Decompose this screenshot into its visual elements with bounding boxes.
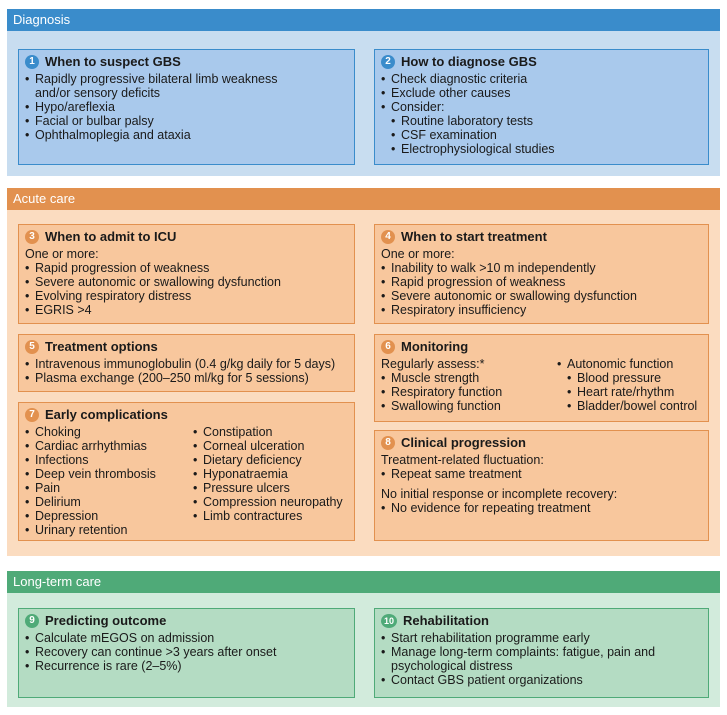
list-item: • Ophthalmoplegia and ataxia (25, 128, 348, 142)
diagnosis-header: Diagnosis (7, 9, 720, 31)
panel-early-complications (18, 402, 355, 541)
list-item: • Plasma exchange (200–250 ml/kg for 5 sessions) (25, 371, 348, 385)
list-item: • Facial or bulbar palsy (25, 114, 348, 128)
diagnosis-section (7, 9, 720, 176)
list-item: • No evidence for repeating treatment (381, 501, 702, 515)
panel-title: When to suspect GBS (45, 54, 181, 69)
list-item: • Muscle strength (381, 371, 557, 385)
panel-title: Clinical progression (401, 435, 526, 450)
intro-text: No initial response or incomplete recovery: (381, 487, 618, 501)
list-item: • Severe autonomic or swallowing dysfunction (381, 289, 702, 303)
list-item: • Severe autonomic or swallowing dysfunction (25, 275, 348, 289)
list-item: • Swallowing function (381, 399, 557, 413)
list-item: • Hyponatraemia (193, 467, 343, 481)
panel-title: Early complications (45, 407, 168, 422)
number-badge: 4 (381, 230, 395, 244)
list-item: • Evolving respiratory distress (25, 289, 348, 303)
list-item: • Manage long-term complaints: fatigue, pain and psychological distress (381, 645, 681, 673)
list-item: • Rapid progression of weakness (381, 275, 702, 289)
list-item: • Check diagnostic criteria (381, 72, 702, 86)
list-item: • Contact GBS patient organizations (381, 673, 702, 687)
list-item: • Intravenous immunoglobulin (0.4 g/kg daily for 5 days) (25, 357, 348, 371)
list-item: • Calculate mEGOS on admission (25, 631, 348, 645)
list-item: • Rapid progression of weakness (25, 261, 348, 275)
list-item: • Constipation (193, 425, 343, 439)
panel-title: How to diagnose GBS (401, 54, 537, 69)
list-item: • Pain (25, 481, 193, 495)
number-badge: 8 (381, 436, 395, 450)
list-item: • Exclude other causes (381, 86, 702, 100)
list-item: • Pressure ulcers (193, 481, 343, 495)
sub-list-item: • CSF examination (381, 128, 702, 142)
acute-care-header: Acute care (7, 188, 720, 210)
list-item: • Infections (25, 453, 193, 467)
panel-treatment-options (18, 334, 355, 392)
sub-list-item: • Bladder/bowel control (557, 399, 697, 413)
list-item: • Depression (25, 509, 193, 523)
list-item: • Respiratory function (381, 385, 557, 399)
panel-predicting-outcome (18, 608, 355, 698)
panel-how-to-diagnose (374, 49, 709, 165)
list-item: • Autonomic function (557, 357, 697, 371)
intro-text: Treatment-related fluctuation: (381, 453, 544, 467)
number-badge: 2 (381, 55, 395, 69)
panel-rehabilitation (374, 608, 709, 698)
sub-list-item: • Heart rate/rhythm (557, 385, 697, 399)
list-item: • Deep vein thrombosis (25, 467, 193, 481)
panel-admit-icu (18, 224, 355, 324)
panel-start-treatment (374, 224, 709, 324)
list-item: • Urinary retention (25, 523, 193, 537)
list-item: • Delirium (25, 495, 193, 509)
panel-title: Monitoring (401, 339, 469, 354)
list-item: • Inability to walk >10 m independently (381, 261, 702, 275)
list-item: • Respiratory insufficiency (381, 303, 702, 317)
list-item: • Choking (25, 425, 193, 439)
panel-when-to-suspect (18, 49, 355, 165)
intro-text: Regularly assess:* (381, 357, 485, 371)
number-badge: 10 (381, 614, 397, 628)
number-badge: 1 (25, 55, 39, 69)
list-item: • Repeat same treatment (381, 467, 702, 481)
intro-text: One or more: (381, 247, 455, 261)
acute-care-section (7, 188, 720, 556)
list-item: • Consider: (381, 100, 702, 114)
list-item: • Rapidly progressive bilateral limb weakness and/or sensory deficits (25, 72, 285, 100)
list-item: • Start rehabilitation programme early (381, 631, 702, 645)
list-item: • Corneal ulceration (193, 439, 343, 453)
long-term-care-header: Long-term care (7, 571, 720, 593)
list-item: • Dietary deficiency (193, 453, 343, 467)
number-badge: 6 (381, 340, 395, 354)
panel-clinical-progression (374, 430, 709, 541)
panel-title: Predicting outcome (45, 613, 167, 628)
list-item: • Limb contractures (193, 509, 343, 523)
number-badge: 3 (25, 230, 39, 244)
intro-text: One or more: (25, 247, 99, 261)
number-badge: 5 (25, 340, 39, 354)
panel-title: Rehabilitation (403, 613, 489, 628)
list-item: • Compression neuropathy (193, 495, 343, 509)
number-badge: 9 (25, 614, 39, 628)
sub-list-item: • Routine laboratory tests (381, 114, 702, 128)
sub-list-item: • Electrophysiological studies (381, 142, 702, 156)
list-item: • EGRIS >4 (25, 303, 348, 317)
list-item: • Recovery can continue >3 years after onset (25, 645, 348, 659)
panel-monitoring (374, 334, 709, 422)
sub-list-item: • Blood pressure (557, 371, 697, 385)
panel-title: When to start treatment (401, 229, 547, 244)
list-item: • Recurrence is rare (2–5%) (25, 659, 348, 673)
number-badge: 7 (25, 408, 39, 422)
list-item: • Hypo/areflexia (25, 100, 348, 114)
list-item: • Cardiac arrhythmias (25, 439, 193, 453)
panel-title: Treatment options (45, 339, 158, 354)
panel-title: When to admit to ICU (45, 229, 177, 244)
long-term-care-section (7, 571, 720, 707)
